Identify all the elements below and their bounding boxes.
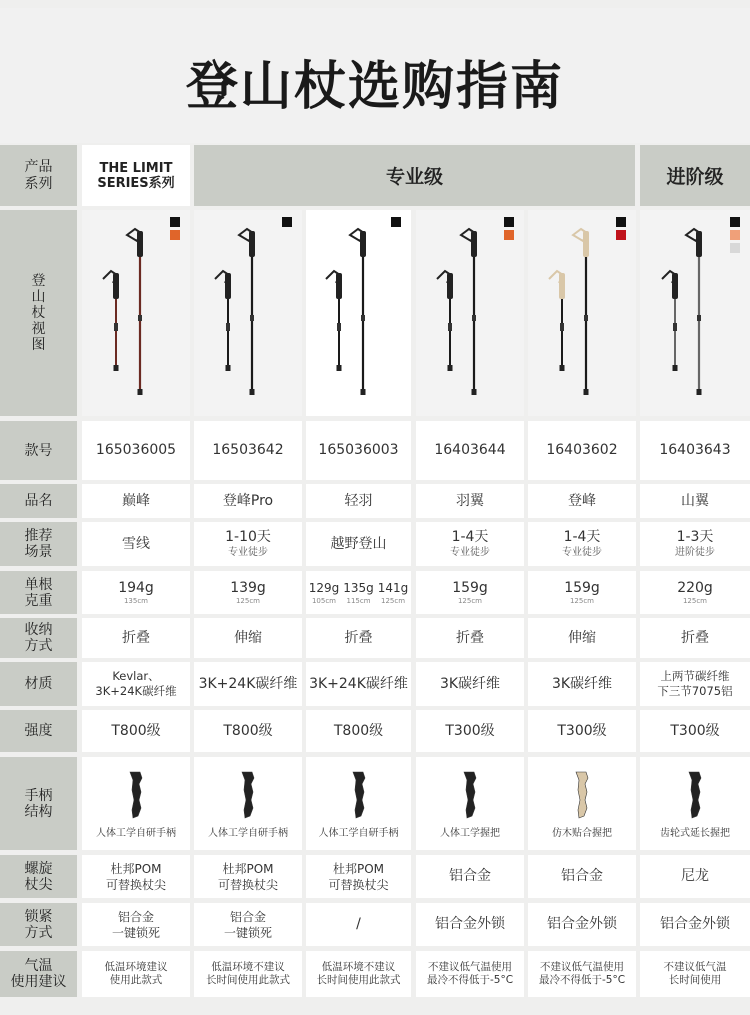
model-number: 16403602 [546,442,618,458]
lock-type: 铝合金 一键锁死 [111,909,160,940]
cell-scene-3 [306,522,411,566]
row-label-grip: 手柄 结构 [0,757,77,850]
cell-storage-5 [528,618,636,658]
model-number: 165036003 [318,442,399,458]
row-label-view: 登 山 杖 视 图 [0,210,77,416]
weight-item [677,580,713,606]
pole-long [573,229,589,395]
scene-main: 1-4天 [451,529,489,545]
temperature-advice: 低温环境不建议 长时间使用此款式 [206,961,290,986]
temperature-advice: 低温环境不建议 长时间使用此款式 [316,961,401,986]
strength-grade: T300级 [557,722,607,739]
weight-length: 125cm [235,596,260,605]
cell-temp-3 [306,951,411,997]
grip-icon [347,770,371,820]
color-swatch-black[interactable] [504,217,514,227]
cell-storage-1 [82,618,190,658]
scene-sub: 专业徒步 [450,547,490,558]
cell-weight-2 [194,571,302,614]
weight-length: 115cm [346,596,371,605]
scene-sub: 专业徒步 [562,547,602,558]
product-name: 登峰 [568,492,596,509]
temperature-advice: 不建议低气温 长时间使用 [663,961,727,986]
cell-view-3 [306,210,411,416]
strength-grade: T300级 [670,722,720,739]
product-name: 羽翼 [456,492,484,509]
pole-image [91,223,181,403]
cell-strength-4 [416,710,524,752]
grip-icon [124,770,148,820]
pole-image [425,223,515,403]
cell-grip-3 [306,757,411,850]
cell-grip-2 [194,757,302,850]
scene-main: 1-10天 [225,529,271,545]
cell-grip-5 [528,757,636,850]
header-series-pro: 专业级 [194,145,635,206]
color-swatch-orange[interactable] [504,230,514,240]
cell-scene-4 [416,522,524,566]
weight-item [564,580,600,606]
cell-lock-1 [82,903,190,946]
storage-type: 伸缩 [568,629,596,646]
pole-long [461,229,477,395]
grip-label: 人体工学自研手柄 [318,828,399,839]
row-label-lock: 锁紧 方式 [0,903,77,946]
weight-list [309,580,409,606]
storage-type: 伸缩 [234,629,262,646]
cell-view-5 [528,210,636,416]
weight-item [452,580,488,606]
strength-grade: T800级 [111,722,161,739]
cell-material-3 [306,662,411,706]
cell-temp-1 [82,951,190,997]
weight-value: 139g [230,579,266,596]
color-swatch-black[interactable] [391,217,401,227]
cell-temp-5 [528,951,636,997]
row-label-temp: 气温 使用建议 [0,951,77,997]
cell-tip-2 [194,855,302,898]
material: 3K碳纤维 [551,675,613,692]
tip-material: 杜邦POM 可替换杖尖 [217,861,278,892]
grip-icon [570,770,594,820]
temperature-advice: 低温环境建议 使用此款式 [104,961,168,986]
row-label-model: 款号 [0,421,77,480]
color-swatch-red[interactable] [616,230,626,240]
pole-image [203,223,293,403]
cell-name-5 [528,484,636,518]
row-label-scene: 推荐 场景 [0,522,77,566]
weight-list [230,580,266,606]
tip-material: 杜邦POM 可替换杖尖 [328,861,389,892]
cell-material-6 [640,662,750,706]
cell-name-4 [416,484,524,518]
temperature-advice: 不建议低气温使用 最冷不得低于-5°C [426,961,514,986]
page-title: 登山杖选购指南 [185,57,564,117]
weight-length: 125cm [682,596,707,605]
cell-model-6 [640,421,750,480]
cell-tip-6 [640,855,750,898]
storage-type: 折叠 [344,629,373,646]
cell-scene-1 [82,522,190,566]
tip-material: 铝合金 [449,868,491,884]
cell-weight-6 [640,571,750,614]
cell-view-2 [194,210,302,416]
cell-name-3 [306,484,411,518]
cell-tip-4 [416,855,524,898]
scene-sub: 专业徒步 [228,547,268,558]
temperature-advice: 不建议低气温使用 最冷不得低于-5°C [538,961,626,986]
cell-grip-6 [640,757,750,850]
cell-temp-6 [640,951,750,997]
grip-label: 仿木贴合握把 [552,828,612,839]
tip-material: 铝合金 [561,868,603,884]
header-row-label: 产品 系列 [0,145,77,206]
cell-view-1 [82,210,190,416]
weight-item [118,580,154,606]
weight-length: 105cm [311,596,336,605]
pole-short [662,271,678,371]
color-swatch-black[interactable] [730,217,740,227]
row-label-strength: 强度 [0,710,77,752]
weight-list [118,580,154,606]
cell-weight-5 [528,571,636,614]
weight-value: 220g [677,579,713,596]
cell-temp-2 [194,951,302,997]
weight-value: 141g [377,580,409,595]
cell-strength-3 [306,710,411,752]
color-swatch-black[interactable] [616,217,626,227]
cell-model-2 [194,421,302,480]
pole-short [103,271,119,371]
material: Kevlar、 3K+24K碳纤维 [95,669,177,698]
grip-label: 齿轮式延长握把 [660,828,730,839]
cell-strength-6 [640,710,750,752]
model-number: 16503642 [212,442,284,458]
cell-tip-5 [528,855,636,898]
weight-length: 125cm [457,596,482,605]
strength-grade: T800级 [223,722,273,739]
color-swatch-orange[interactable] [170,230,180,240]
weight-item [343,580,374,606]
weight-value: 135g [343,580,374,595]
grip-icon [683,770,707,820]
cell-strength-2 [194,710,302,752]
product-name: 巅峰 [122,492,150,509]
color-swatch-light_orange[interactable] [730,230,740,240]
weight-length: 135cm [123,596,148,605]
pole-image [537,223,627,403]
cell-lock-3 [306,903,411,946]
row-label-name: 品名 [0,484,77,518]
strength-grade: T800级 [333,722,384,739]
pole-long [350,229,366,395]
grip-label: 人体工学自研手柄 [208,828,288,839]
weight-value: 159g [564,579,600,596]
cell-weight-4 [416,571,524,614]
weight-item [309,580,340,606]
pole-long [127,229,143,395]
cell-storage-6 [640,618,750,658]
material: 上两节碳纤维 下三节7075铝 [657,669,733,698]
storage-type: 折叠 [681,629,709,646]
model-number: 16403643 [659,442,731,458]
row-label-material: 材质 [0,662,77,706]
pole-long [686,229,702,395]
cell-material-2 [194,662,302,706]
scene-main: 越野登山 [330,535,387,552]
cell-scene-6 [640,522,750,566]
material: 3K+24K碳纤维 [309,675,408,692]
pole-short [326,271,342,371]
cell-material-5 [528,662,636,706]
storage-type: 折叠 [122,629,150,646]
lock-type: 铝合金 一键锁死 [223,909,272,940]
scene-main: 1-4天 [563,529,601,545]
grip-label: 人体工学握把 [440,828,500,839]
pole-image [314,223,404,403]
model-number: 16403644 [434,442,506,458]
pole-short [549,271,565,371]
cell-name-2 [194,484,302,518]
weight-item [230,580,266,606]
cell-material-4 [416,662,524,706]
cell-lock-5 [528,903,636,946]
cell-scene-2 [194,522,302,566]
cell-material-1 [82,662,190,706]
cell-weight-3 [306,571,411,614]
weight-value: 129g [308,580,340,595]
tip-material: 尼龙 [681,868,709,884]
cell-tip-1 [82,855,190,898]
weight-length: 125cm [569,596,594,605]
color-swatch-black[interactable] [282,217,292,227]
pole-long [239,229,255,395]
cell-model-1 [82,421,190,480]
weight-value: 194g [118,579,154,596]
storage-type: 折叠 [456,629,484,646]
color-swatch-black[interactable] [170,217,180,227]
weight-value: 159g [452,579,488,596]
grip-icon [458,770,482,820]
weight-item [378,580,409,606]
strength-grade: T300级 [445,722,495,739]
cell-temp-4 [416,951,524,997]
product-name: 山翼 [681,492,709,509]
cell-storage-4 [416,618,524,658]
header-series-limit: THE LIMIT SERIES系列 [82,145,190,206]
cell-weight-1 [82,571,190,614]
weight-list [677,580,713,606]
pole-short [437,271,453,371]
lock-type: / [356,916,361,932]
material: 3K+24K碳纤维 [198,675,298,692]
cell-storage-2 [194,618,302,658]
scene-main: 雪线 [122,535,150,552]
cell-tip-3 [306,855,411,898]
product-name: 轻羽 [344,492,373,509]
cell-grip-4 [416,757,524,850]
weight-length: 125cm [381,596,406,605]
row-label-tip: 螺旋 杖尖 [0,855,77,898]
cell-model-3 [306,421,411,480]
cell-lock-6 [640,903,750,946]
pole-short [215,271,231,371]
lock-type: 铝合金外锁 [547,916,617,932]
header-series-advanced: 进阶级 [640,145,750,206]
cell-grip-1 [82,757,190,850]
color-swatch-light_gray[interactable] [730,243,740,253]
weight-list [564,580,600,606]
scene-main: 1-3天 [676,529,714,545]
lock-type: 铝合金外锁 [435,916,505,932]
cell-name-1 [82,484,190,518]
row-label-weight: 单根 克重 [0,571,77,614]
grip-label: 人体工学自研手柄 [96,828,176,839]
cell-view-4 [416,210,524,416]
cell-lock-4 [416,903,524,946]
cell-lock-2 [194,903,302,946]
cell-strength-1 [82,710,190,752]
cell-strength-5 [528,710,636,752]
cell-model-5 [528,421,636,480]
cell-scene-5 [528,522,636,566]
cell-storage-3 [306,618,411,658]
row-label-storage: 收纳 方式 [0,618,77,658]
tip-material: 杜邦POM 可替换杖尖 [105,861,166,892]
cell-name-6 [640,484,750,518]
scene-sub: 进阶徒步 [675,547,715,558]
cell-view-6 [640,210,750,416]
weight-list [452,580,488,606]
pole-image [650,223,740,403]
material: 3K碳纤维 [439,675,501,692]
product-name: 登峰Pro [222,492,274,509]
model-number: 165036005 [95,442,177,458]
cell-model-4 [416,421,524,480]
grip-icon [236,770,260,820]
lock-type: 铝合金外锁 [660,916,730,932]
